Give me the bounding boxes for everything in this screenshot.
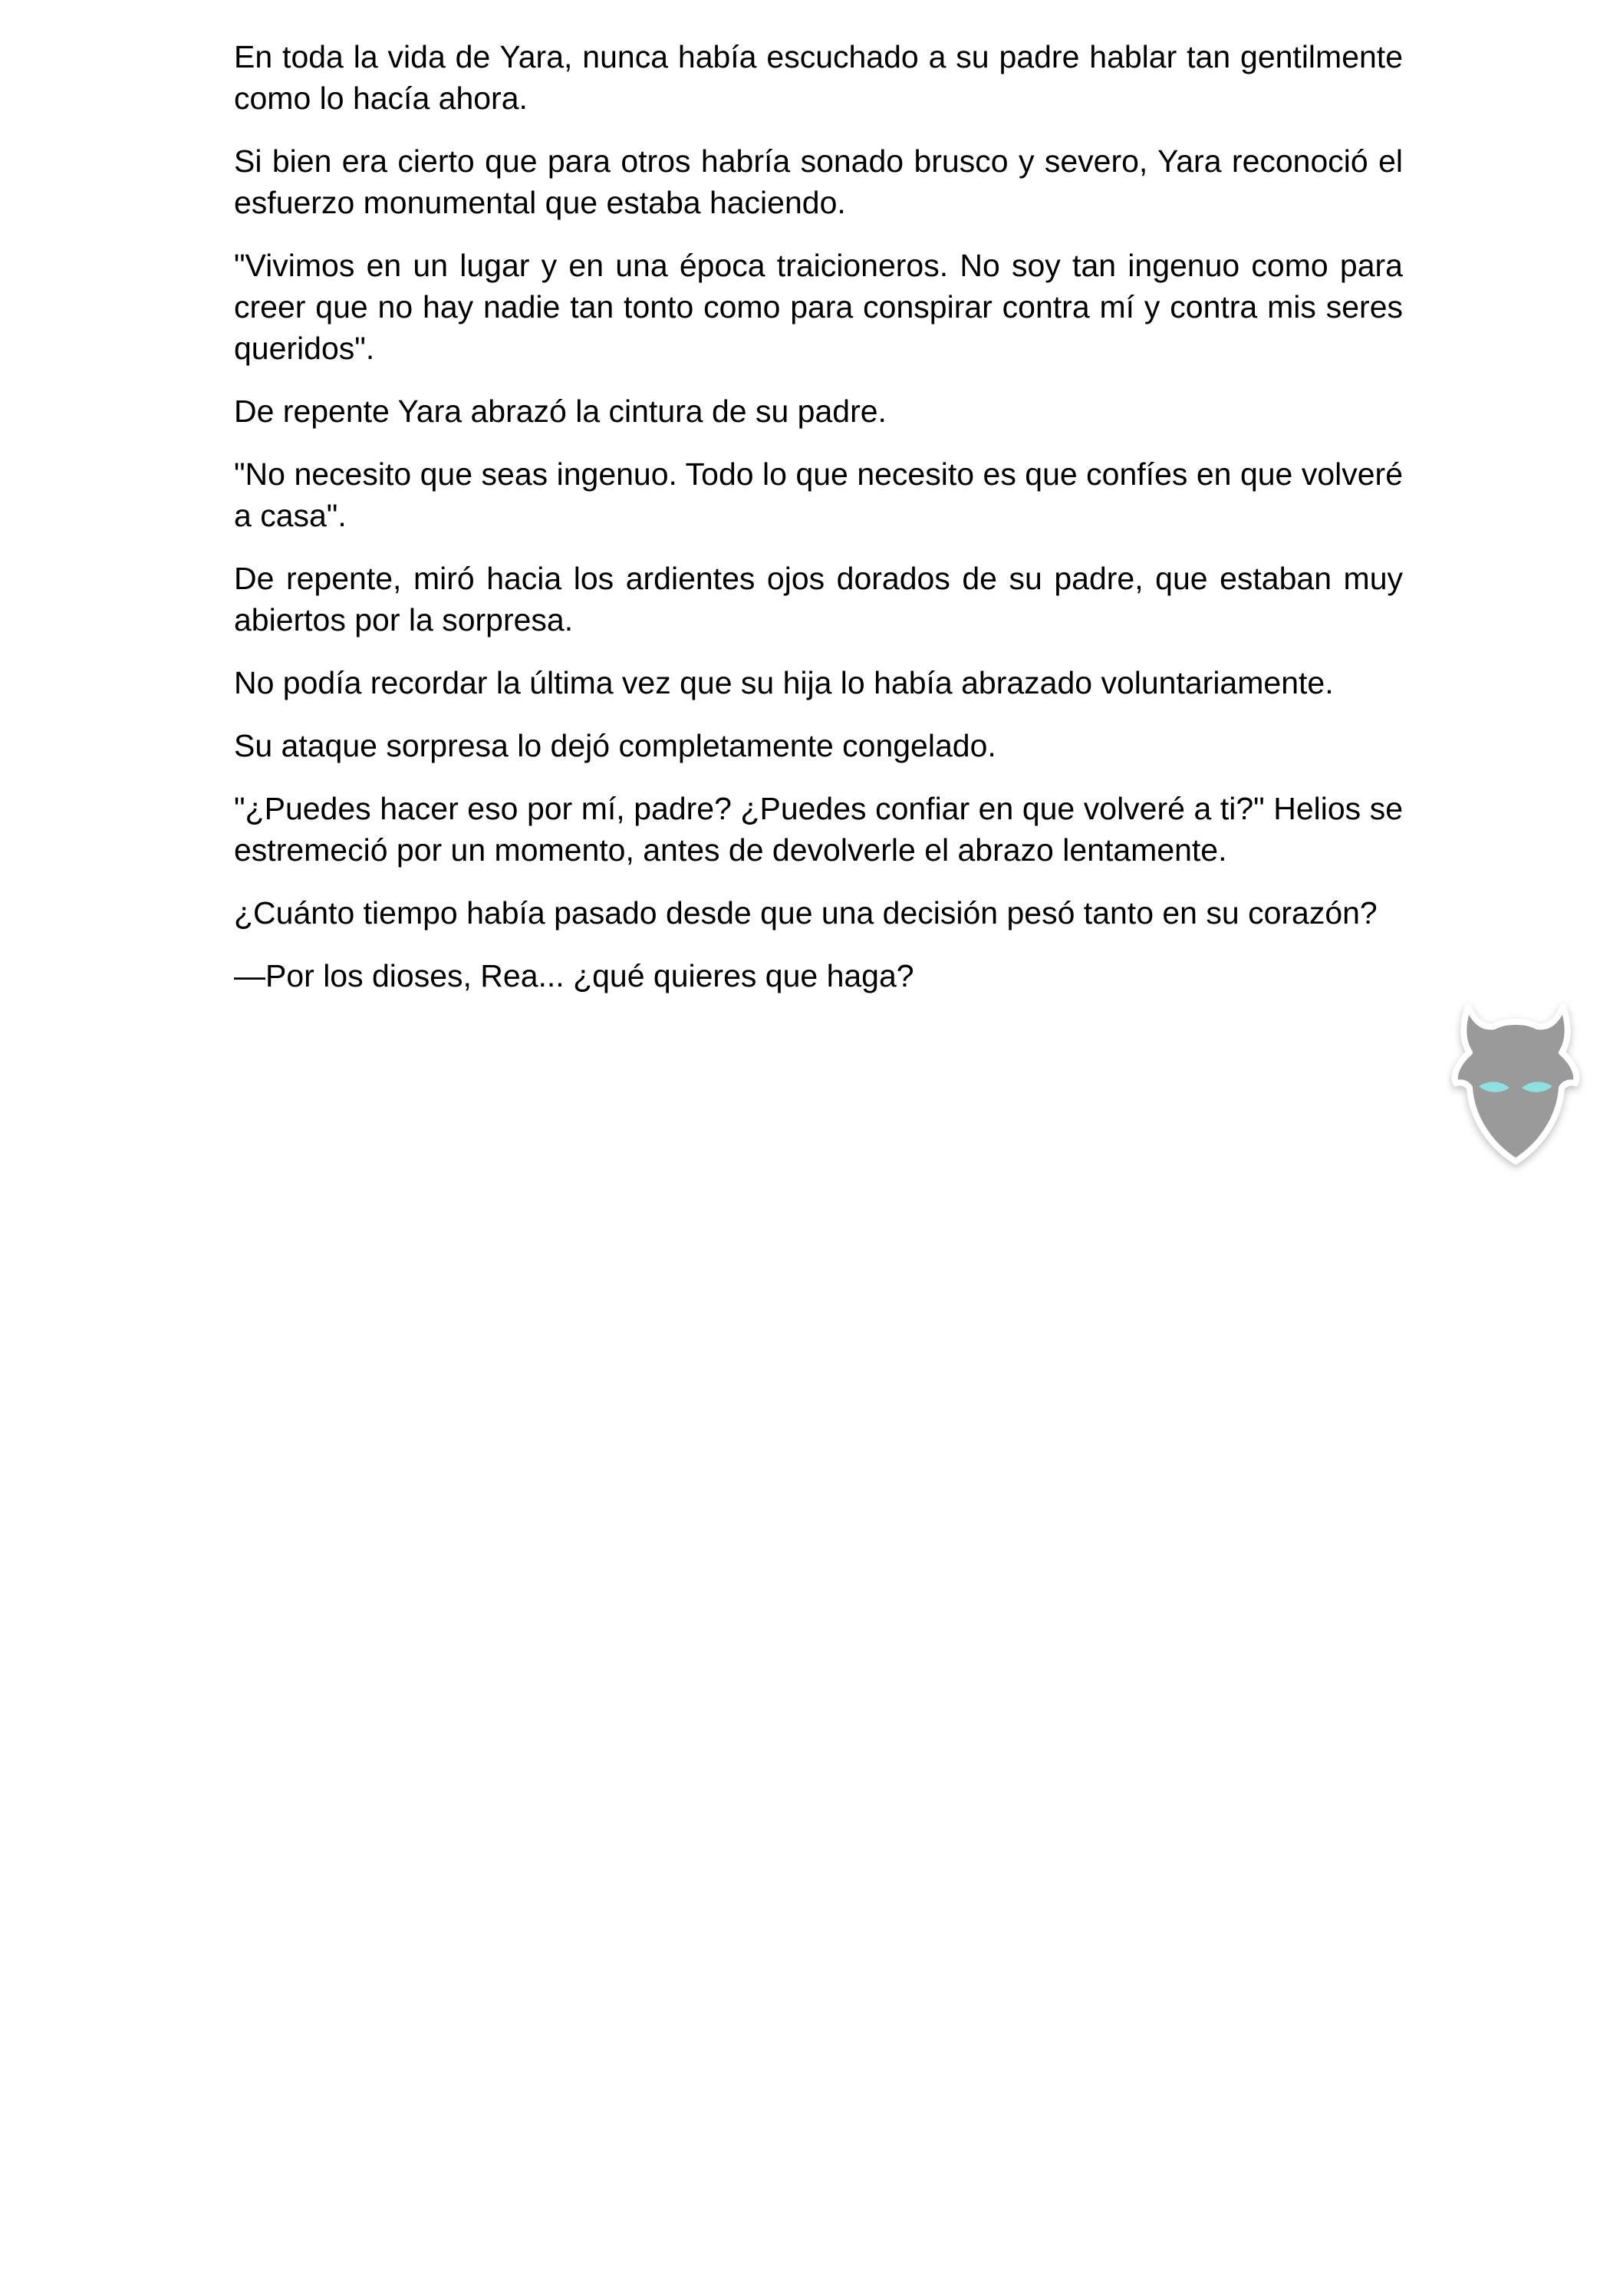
paragraph: "Vivimos en un lugar y en una época traicioneros. No soy tan ingenuo como para creer que no hay nadie tan tonto como para conspirar contra mí y contra mis seres queridos".	[234, 248, 1403, 366]
paragraph: Su ataque sorpresa lo dejó completamente congelado.	[234, 728, 996, 763]
paragraph: En toda la vida de Yara, nunca había escuchado a su padre hablar tan gentilmente como lo hacía ahora.	[234, 39, 1403, 116]
demon-head-icon	[1439, 997, 1592, 1174]
paragraph: "¿Puedes hacer eso por mí, padre? ¿Puedes confiar en que volveré a ti?" Helios se estremeció por un momento, antes de devolverle el abrazo lentamente.	[234, 791, 1403, 868]
paragraph: No podía recordar la última vez que su hija lo había abrazado voluntariamente.	[234, 665, 1334, 700]
paragraph: De repente, miró hacia los ardientes ojos dorados de su padre, que estaban muy abiertos por la sorpresa.	[234, 561, 1403, 637]
paragraph: —Por los dioses, Rea... ¿qué quieres que haga?	[234, 958, 914, 993]
paragraph: ¿Cuánto tiempo había pasado desde que una decisión pesó tanto en su corazón?	[234, 895, 1378, 931]
paragraph: "No necesito que seas ingenuo. Todo lo que necesito es que confíes en que volveré a casa".	[234, 456, 1403, 533]
paragraph: Si bien era cierto que para otros habría sonado brusco y severo, Yara reconoció el esfuerzo monumental que estaba haciendo.	[234, 143, 1403, 220]
paragraph: De repente Yara abrazó la cintura de su padre.	[234, 394, 887, 429]
document-body	[234, 36, 1403, 1018]
